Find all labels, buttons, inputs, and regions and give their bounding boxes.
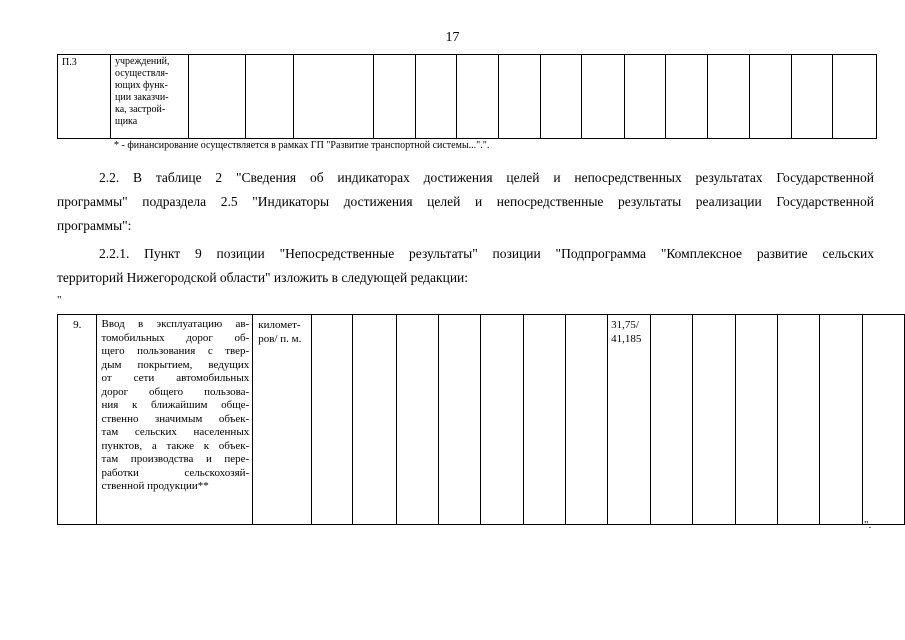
empty-cell (374, 55, 416, 139)
empty-cell (625, 55, 666, 139)
text-line: километ- (258, 319, 301, 331)
empty-cell (792, 55, 833, 139)
text-line: томобильных дорог об- (101, 331, 250, 344)
empty-cell (651, 315, 693, 525)
text-line: ственно значимым объек- (101, 412, 250, 425)
text-line: щего пользования с твер- (101, 345, 250, 357)
page-number: 17 (445, 30, 460, 45)
text-line: пунктов, а также к объек- (101, 439, 250, 452)
text-line: ственной продукции** (101, 480, 209, 492)
empty-cell (565, 315, 607, 525)
empty-cell (353, 315, 396, 525)
text-line: территорий Нижегородской области" изложить в следующей редакции: (57, 270, 469, 285)
text-line: ров/ п. м. (258, 333, 302, 345)
text-line: учреждений, (115, 56, 170, 67)
indicator-description (97, 315, 253, 525)
empty-cell (820, 315, 862, 525)
empty-cell (294, 55, 374, 139)
text-line: 41,185 (611, 333, 642, 345)
value-cell (608, 315, 651, 525)
text-line: дым покрытием, ведущих (101, 358, 250, 371)
closing-quote: ". (864, 519, 872, 531)
paragraph-table2-amendment (57, 166, 874, 238)
table-row (58, 315, 905, 525)
text-line: ющих функ- (115, 80, 168, 91)
empty-cell (777, 315, 819, 525)
text-line: от сети автомобильных (101, 372, 250, 384)
text-line: там производства и пере- (101, 453, 250, 465)
empty-cell (457, 55, 499, 139)
empty-cell (481, 315, 523, 525)
text-line: там сельских населенных (101, 426, 250, 438)
empty-cell (666, 55, 708, 139)
text-line: 31,75/ (611, 319, 639, 331)
empty-cell (541, 55, 582, 139)
text-line: осуществля- (115, 68, 169, 79)
empty-cell (735, 315, 777, 525)
empty-cell (396, 315, 438, 525)
indicator-table (57, 314, 905, 525)
text-line: 2.2.1. Пункт 9 позиции "Непосредственные результаты" позиции "Подпрограмма "Комплексное развитие сельских (99, 246, 874, 261)
opening-quote: " (57, 294, 62, 306)
empty-cell (693, 315, 735, 525)
paragraph-item9-amendment (57, 242, 874, 290)
unit-cell (253, 315, 312, 525)
text-line: дорог общего пользова- (101, 385, 250, 398)
row-code: П.3 (58, 55, 111, 139)
text-line: программы": (57, 218, 132, 233)
text-line: 2.2. В таблице 2 "Сведения об индикаторах достижения целей и непосредственных результатах Государственной (99, 170, 874, 185)
empty-cell (708, 55, 750, 139)
empty-cell (246, 55, 294, 139)
empty-cell (833, 55, 877, 139)
text-line: программы" подраздела 2.5 "Индикаторы достижения целей и непосредственные результаты реализации Государственной (57, 194, 874, 209)
empty-cell (499, 55, 541, 139)
row-description (111, 55, 189, 139)
empty-cell (438, 315, 480, 525)
empty-cell (523, 315, 565, 525)
empty-cell (750, 55, 792, 139)
empty-cell (582, 55, 625, 139)
text-line: ка, застрой- (115, 104, 166, 115)
empty-cell (416, 55, 457, 139)
text-line: щика (115, 116, 138, 127)
empty-cell (189, 55, 246, 139)
empty-cell (862, 315, 905, 525)
footnote: * - финансирование осуществляется в рамках ГП "Развитие транспортной системы...".". (114, 140, 490, 151)
row-number: 9. (58, 315, 97, 525)
table-row (58, 55, 877, 139)
empty-cell (312, 315, 353, 525)
text-line: ния к ближайшим обще- (101, 399, 250, 411)
table-fragment-top (57, 54, 877, 139)
text-line: работки сельскохозяй- (101, 466, 250, 479)
text-line: Ввод в эксплуатацию ав- (101, 318, 250, 330)
text-line: ции заказчи- (115, 92, 169, 103)
